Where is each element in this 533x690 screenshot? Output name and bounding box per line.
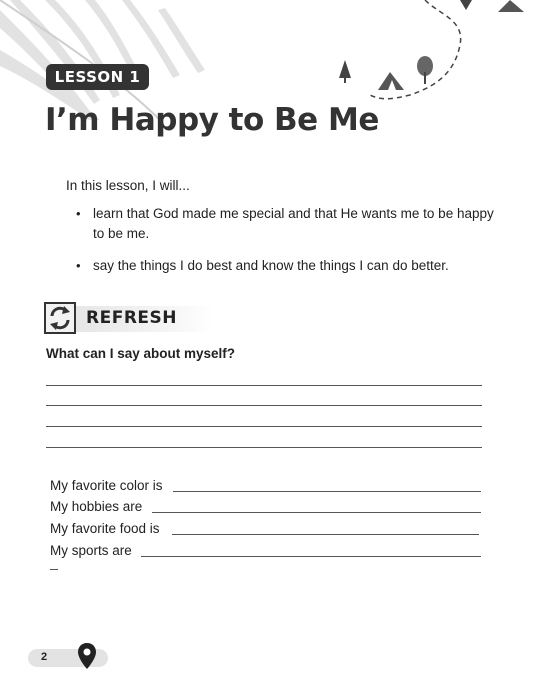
objective-text: say the things I do best and know the things I can do better. xyxy=(93,258,449,273)
trail-map-decoration xyxy=(330,0,533,105)
bullet-icon: • xyxy=(76,258,81,273)
list-item xyxy=(76,204,496,244)
refresh-heading-block xyxy=(44,302,194,334)
list-item xyxy=(76,256,496,276)
prompt-sports: My sports are xyxy=(50,543,132,558)
refresh-heading: REFRESH xyxy=(86,308,177,328)
map-pin-icon xyxy=(77,642,97,670)
answer-line[interactable] xyxy=(46,385,482,386)
tree-icon xyxy=(460,0,472,10)
sports-line[interactable] xyxy=(141,556,481,557)
bullet-icon: • xyxy=(76,206,81,221)
objectives-intro: In this lesson, I will... xyxy=(66,178,190,193)
tree-icon xyxy=(339,60,351,83)
objectives-list xyxy=(76,204,496,288)
lesson-badge: LESSON 1 xyxy=(46,64,149,90)
tree-icon xyxy=(417,56,433,84)
answer-line[interactable] xyxy=(46,447,482,448)
favorite-color-line[interactable] xyxy=(173,491,481,492)
tent-icon xyxy=(498,0,524,12)
answer-line[interactable] xyxy=(46,405,482,406)
prompt-favorite-food: My favorite food is xyxy=(50,521,160,536)
hobbies-line[interactable] xyxy=(152,512,481,513)
favorite-food-line[interactable] xyxy=(172,534,479,535)
objective-text: learn that God made me special and that He wants me to be happy to be me. xyxy=(93,206,494,241)
refresh-icon xyxy=(44,302,76,334)
page-number: 2 xyxy=(41,651,48,663)
answer-line[interactable] xyxy=(46,426,482,427)
stray-dash xyxy=(50,569,58,570)
prompt-hobbies: My hobbies are xyxy=(50,499,143,514)
prompt-favorite-color: My favorite color is xyxy=(50,478,163,493)
page-title: I’m Happy to Be Me xyxy=(45,102,379,138)
question-text: What can I say about myself? xyxy=(46,346,236,361)
tent-icon xyxy=(378,72,404,90)
